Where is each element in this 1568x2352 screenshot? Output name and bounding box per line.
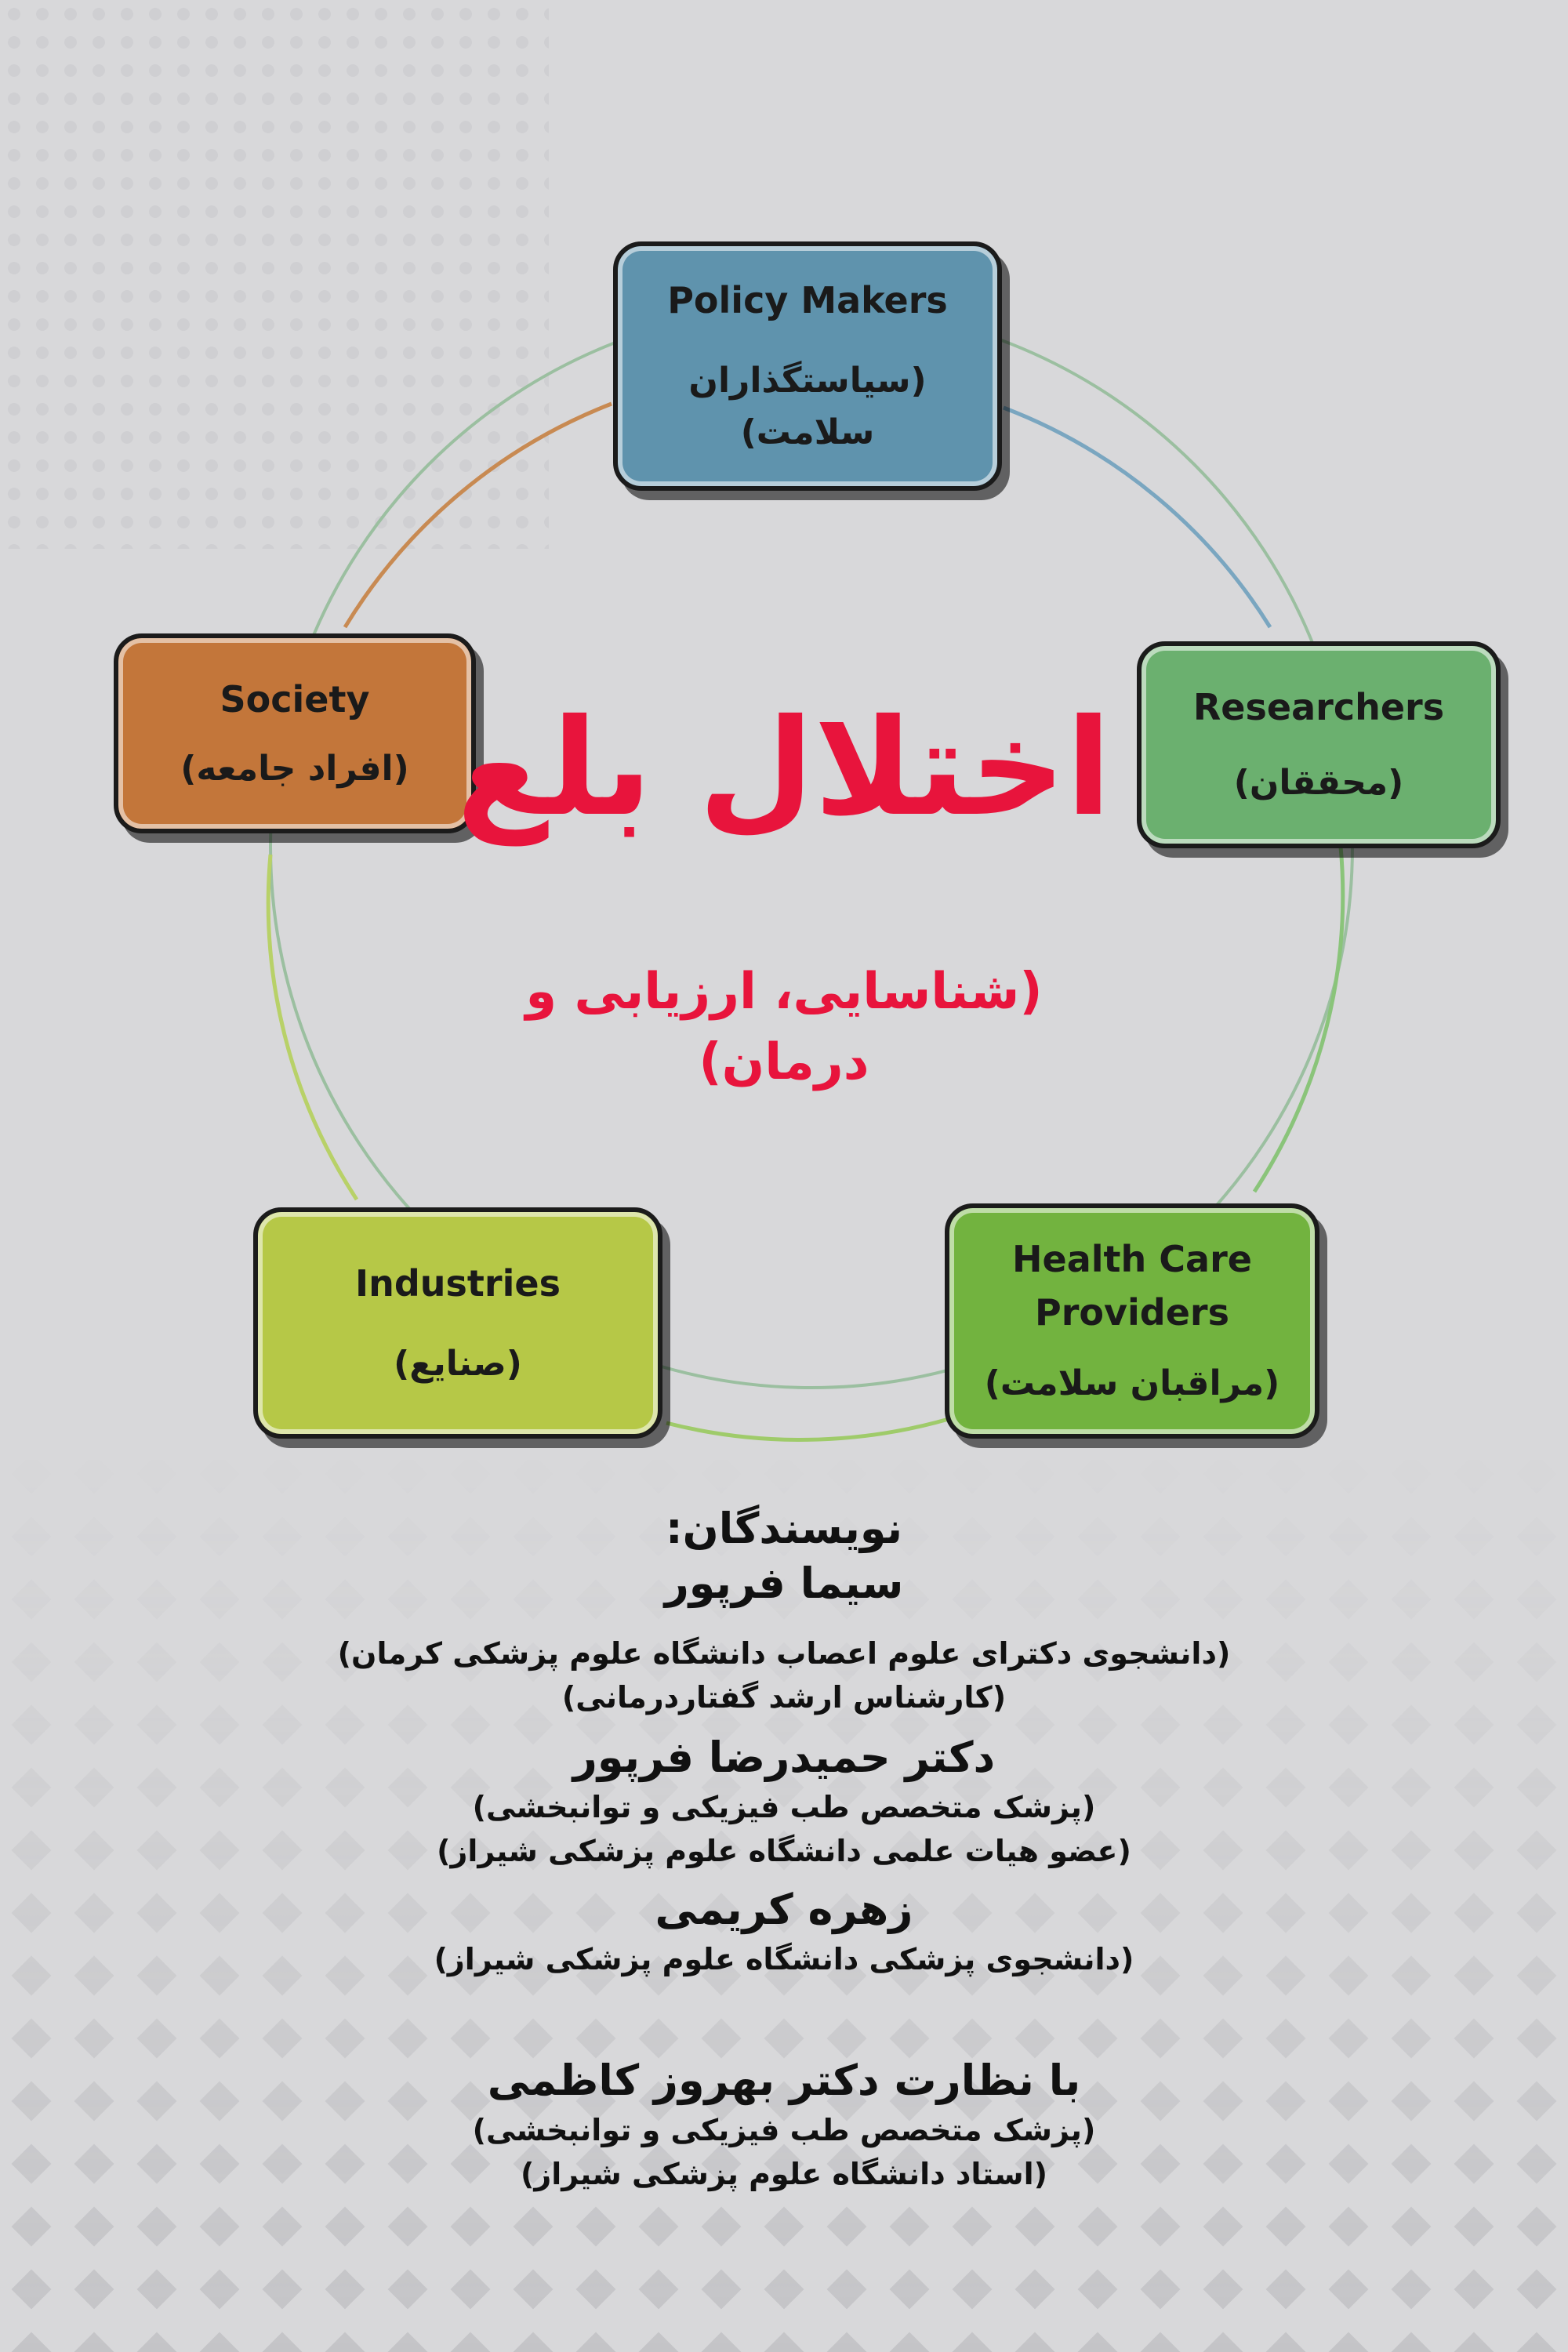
society-persian: (افراد جامعه)	[180, 748, 409, 789]
health-care-providers-box	[945, 1203, 1319, 1439]
society-label: Society	[220, 677, 370, 720]
book-subtitle: (شناسایی، ارزیابی و درمان)	[525, 963, 1043, 1091]
supervisor-specialty: (پزشک متخصص طب فیزیکی و توانبخشی)	[472, 2113, 1096, 2147]
author2-name: دکتر حمیدرضا فرپور	[572, 1733, 996, 1782]
industries-label: Industries	[355, 1261, 561, 1305]
society-box	[114, 633, 476, 833]
industries-persian: (صنایع)	[394, 1343, 522, 1384]
policy-makers-persian: (سیاستگذاران سلامت)	[688, 361, 927, 452]
credits-block	[235, 1501, 1333, 2196]
supervisor-name: با نظارت دکتر بهروز کاظمی	[487, 2056, 1081, 2105]
policy-makers-label: Policy Makers	[667, 279, 948, 321]
supervisor-affiliation: (استاد دانشگاه علوم پزشکی شیراز)	[521, 2157, 1047, 2191]
health-care-label-line1: Health Care	[1012, 1238, 1252, 1280]
author2-specialty: (پزشک متخصص طب فیزیکی و توانبخشی)	[472, 1790, 1096, 1824]
author2-affiliation: (عضو هیات علمی دانشگاه علوم پزشکی شیراز)	[437, 1834, 1131, 1868]
author3-affiliation: (دانشجوی پزشکی دانشگاه علوم پزشکی شیراز)	[434, 1942, 1134, 1976]
authors-label: نویسندگان:	[666, 1504, 902, 1553]
health-care-persian: (مراقبان سلامت)	[984, 1363, 1280, 1403]
researchers-box	[1137, 641, 1501, 848]
author1-affiliation: (دانشجوی دکترای علوم اعصاب دانشگاه علوم پزشکی کرمان)	[337, 1636, 1231, 1671]
author1-name: سیما فرپور	[664, 1559, 904, 1608]
author1-degree: (کارشناس ارشد گفتاردرمانی)	[561, 1680, 1007, 1715]
policy-makers-box	[613, 241, 1002, 491]
researchers-persian: (محققان)	[1233, 763, 1404, 803]
researchers-label: Researchers	[1192, 686, 1445, 728]
health-care-label-line2: Providers	[1035, 1291, 1229, 1334]
industries-box	[253, 1207, 662, 1439]
author3-name: زهره کریمی	[655, 1885, 913, 1934]
book-title: اختلال بلع	[456, 691, 1112, 846]
